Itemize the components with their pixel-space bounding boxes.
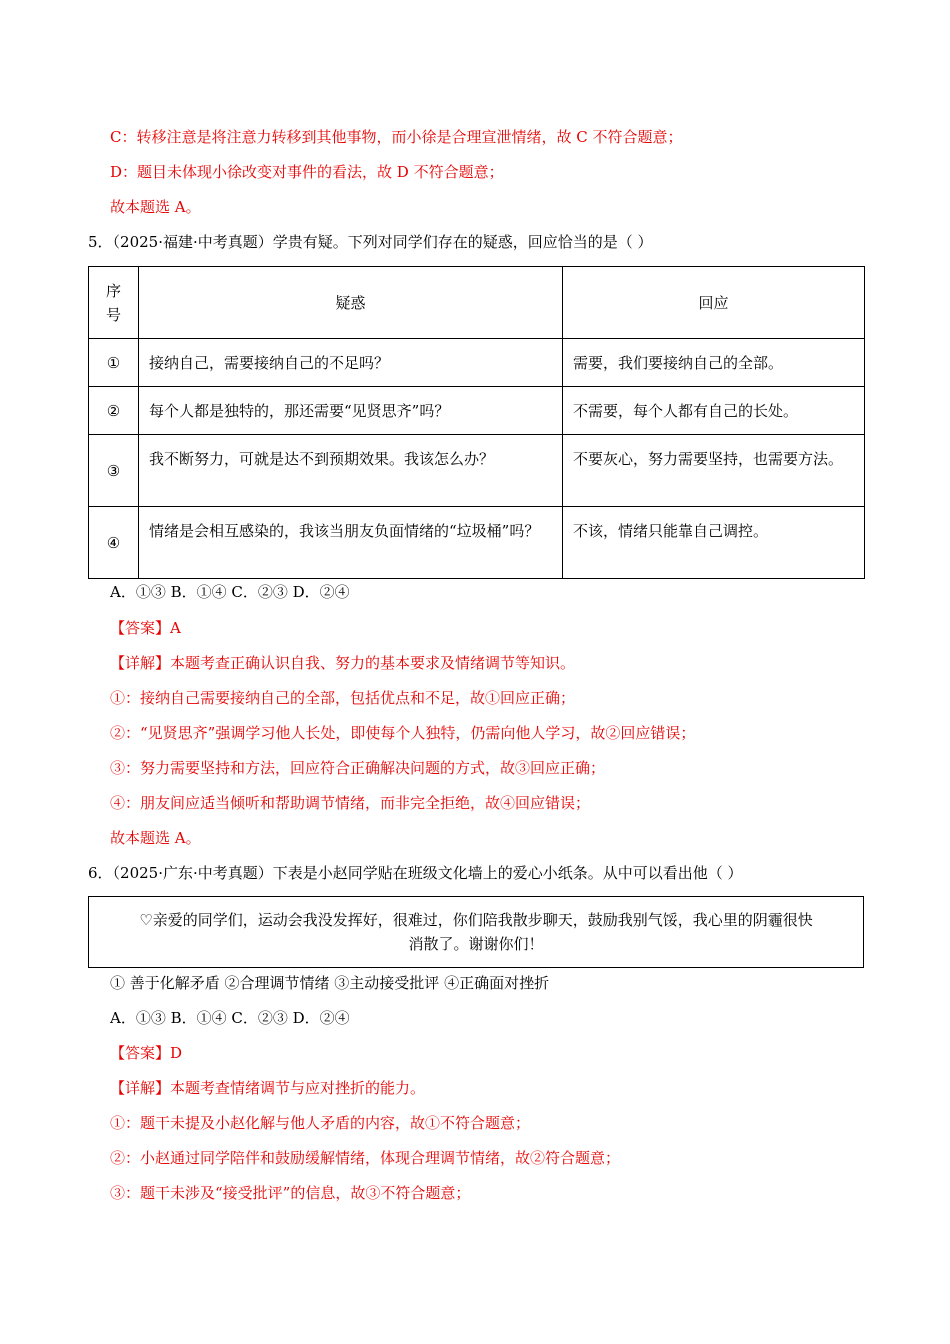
q6-stem: 6．（2025·广东·中考真题）下表是小赵同学贴在班级文化墙上的爱心小纸条。从中可以看出他（ ）: [88, 864, 743, 882]
row-doubt: 我不断努力，可就是达不到预期效果。我该怎么办？: [139, 435, 563, 507]
row-reply: 不要灰心，努力需要坚持，也需要方法。: [563, 435, 865, 507]
conclusion-line: 故本题选 A。: [110, 198, 201, 216]
header-index: 序号: [89, 267, 139, 339]
explain-line: 【详解】本题考查正确认识自我、努力的基本要求及情绪调节等知识。: [110, 654, 576, 672]
explain-line: C：转移注意是将注意力转移到其他事物，而小徐是合理宣泄情绪，故 C 不符合题意；: [110, 128, 683, 146]
row-reply: 需要，我们要接纳自己的全部。: [563, 339, 865, 387]
q6-choices: ① 善于化解矛盾 ②合理调节情绪 ③主动接受批评 ④正确面对挫折: [110, 974, 550, 992]
header-reply: 回应: [563, 267, 865, 339]
explain-line: ②：小赵通过同学陪伴和鼓励缓解情绪，体现合理调节情绪，故②符合题意；: [110, 1149, 621, 1167]
table-row: [89, 507, 865, 579]
row-doubt: 情绪是会相互感染的，我该当朋友负面情绪的“垃圾桶”吗？: [139, 507, 563, 579]
explain-line: ①：题干未提及小赵化解与他人矛盾的内容，故①不符合题意；: [110, 1114, 531, 1132]
explain-line: ③：题干未涉及“接受批评”的信息，故③不符合题意；: [110, 1184, 471, 1202]
q5-options: A．①③ B．①④ C．②③ D．②④: [110, 583, 350, 601]
row-index: ②: [89, 387, 139, 435]
explain-line: 【详解】本题考查情绪调节与应对挫折的能力。: [110, 1079, 426, 1097]
row-doubt: 每个人都是独特的，那还需要“见贤思齐”吗？: [139, 387, 563, 435]
note-line: ♡亲爱的同学们，运动会我没发挥好，很难过，你们陪我散步聊天，鼓励我别气馁，我心里的阴霾很快: [139, 911, 813, 929]
row-index: ③: [89, 435, 139, 507]
explain-line: ①：接纳自己需要接纳自己的全部，包括优点和不足，故①回应正确；: [110, 689, 576, 707]
q6-note-box: [88, 896, 864, 968]
q5-stem: 5．（2025·福建·中考真题）学贵有疑。下列对同学们存在的疑惑，回应恰当的是（ ）: [88, 233, 653, 251]
row-reply: 不需要，每个人都有自己的长处。: [563, 387, 865, 435]
q6-answer: 【答案】D: [110, 1044, 183, 1062]
explain-line: ②：“见贤思齐”强调学习他人长处，即使每个人独特，仍需向他人学习，故②回应错误；: [110, 724, 696, 742]
explain-line: ④：朋友间应适当倾听和帮助调节情绪，而非完全拒绝，故④回应错误；: [110, 794, 591, 812]
table-row: [89, 387, 865, 435]
note-line: 消散了。谢谢你们！: [408, 935, 544, 953]
explain-line: D：题目未体现小徐改变对事件的看法，故 D 不符合题意；: [110, 163, 504, 181]
row-reply: 不该，情绪只能靠自己调控。: [563, 507, 865, 579]
table-row: [89, 435, 865, 507]
table-row: [89, 339, 865, 387]
conclusion-line: 故本题选 A。: [110, 829, 201, 847]
q5-answer: 【答案】A: [110, 619, 181, 637]
row-index: ①: [89, 339, 139, 387]
q5-table: [88, 266, 865, 579]
row-index: ④: [89, 507, 139, 579]
explain-line: ③：努力需要坚持和方法，回应符合正确解决问题的方式，故③回应正确；: [110, 759, 606, 777]
q6-options: A．①③ B．①④ C．②③ D．②④: [110, 1009, 350, 1027]
table-header-row: [89, 267, 865, 339]
header-doubt: 疑惑: [139, 267, 563, 339]
row-doubt: 接纳自己，需要接纳自己的不足吗？: [139, 339, 563, 387]
